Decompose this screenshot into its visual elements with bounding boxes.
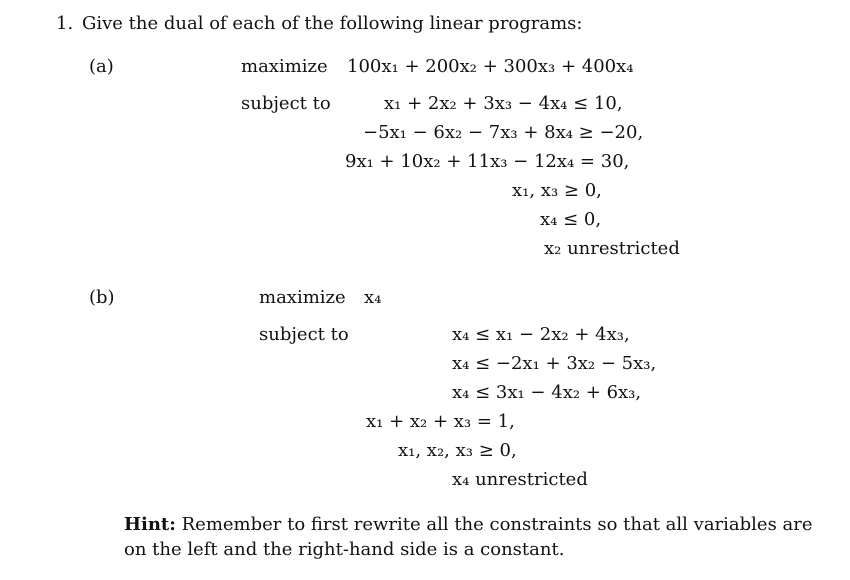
part-b-objective: x₄ — [364, 287, 382, 308]
problem-number: 1. — [56, 13, 74, 34]
hint-paragraph — [124, 512, 814, 562]
part-a-constraint-2: −5x₁ − 6x₂ − 7x₃ + 8x₄ ≥ −20, — [363, 122, 644, 143]
part-a-constraint-1: x₁ + 2x₂ + 3x₃ − 4x₄ ≤ 10, — [384, 93, 623, 114]
part-a-constraint-4: x₁, x₃ ≥ 0, — [512, 180, 602, 201]
hint-label: Hint: — [124, 514, 176, 535]
part-b-constraint-4: x₁ + x₂ + x₃ = 1, — [366, 411, 515, 432]
problem-title: Give the dual of each of the following linear programs: — [82, 13, 583, 34]
part-a-constraint-5: x₄ ≤ 0, — [540, 209, 602, 230]
part-b-label: (b) — [89, 287, 115, 308]
hint-text: Remember to first rewrite all the constraints so that all variables are on the left and the right-hand side is a constant. — [124, 514, 813, 560]
part-b-subject-to-label: subject to — [259, 324, 349, 345]
part-b-constraint-3: x₄ ≤ 3x₁ − 4x₂ + 6x₃, — [452, 382, 642, 403]
part-b-constraint-5: x₁, x₂, x₃ ≥ 0, — [398, 440, 517, 461]
part-b-maximize-label: maximize — [259, 287, 346, 308]
part-a-constraint-6: x₂ unrestricted — [544, 238, 680, 259]
part-b-constraint-1: x₄ ≤ x₁ − 2x₂ + 4x₃, — [452, 324, 630, 345]
part-a-maximize-label: maximize — [241, 56, 328, 77]
part-a-label: (a) — [89, 56, 114, 77]
part-a-objective: 100x₁ + 200x₂ + 300x₃ + 400x₄ — [347, 56, 634, 77]
part-b-constraint-2: x₄ ≤ −2x₁ + 3x₂ − 5x₃, — [452, 353, 657, 374]
part-a-constraint-3: 9x₁ + 10x₂ + 11x₃ − 12x₄ = 30, — [345, 151, 630, 172]
part-b-constraint-6: x₄ unrestricted — [452, 469, 588, 490]
part-a-subject-to-label: subject to — [241, 93, 331, 114]
